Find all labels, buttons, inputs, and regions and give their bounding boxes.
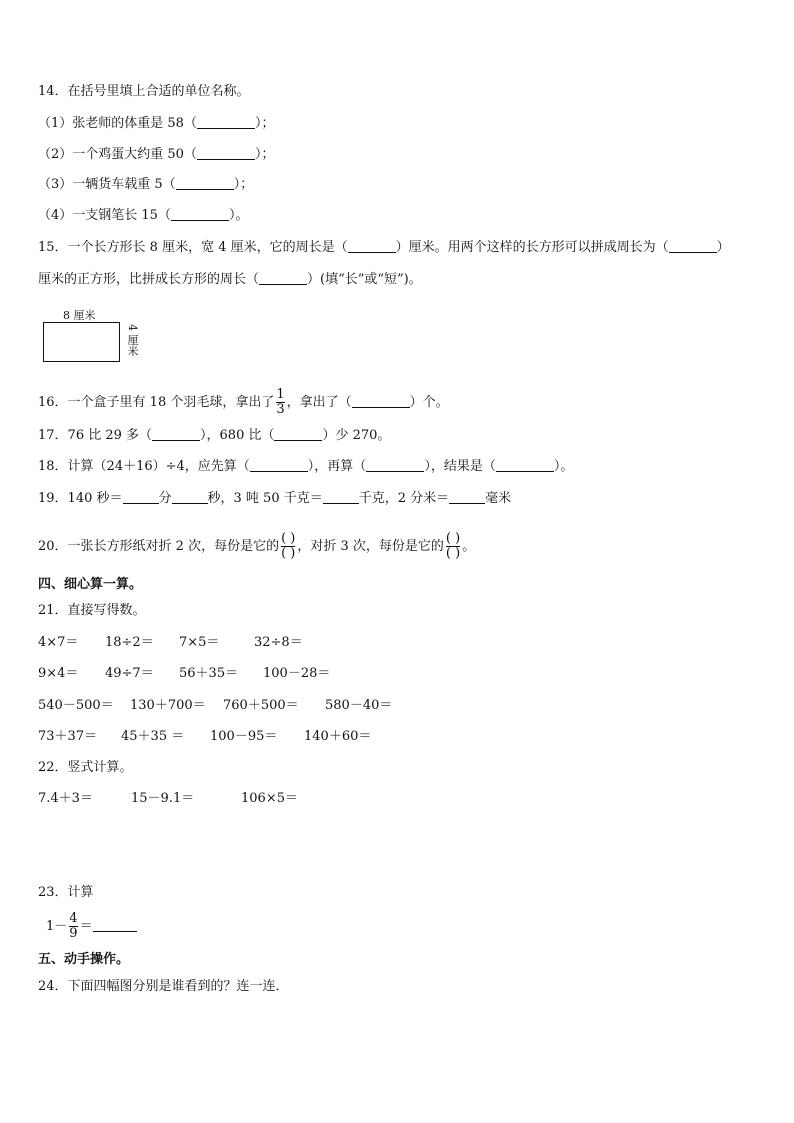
calc-item: 56＋35＝ [179, 666, 239, 681]
q21-stem: 21．直接写得数。 [38, 603, 146, 618]
section-heading: 五、动手操作。 [38, 952, 130, 967]
calc-item: 7.4＋3＝ [38, 791, 93, 806]
answer-blank[interactable] [171, 208, 229, 221]
q15-line-1: 15．一个长方形长 8 厘米，宽 4 厘米，它的周长是（ ）厘米。用两个这样的长方形可以拼成周长为（ ） [38, 240, 730, 255]
fraction: $\frac{4}{9}$ [69, 911, 78, 941]
calc-item: 130＋700＝ [130, 698, 206, 713]
fraction-blank[interactable]: $\frac{( )}{( )}$ [445, 531, 461, 561]
q15-line-2: 厘米的正方形，比拼成长方形的周长（ ）(填“长”或“短”)。 [38, 272, 422, 287]
calc-item: 7×5＝ [179, 635, 220, 650]
calc-item: 100－95＝ [210, 729, 278, 744]
answer-blank[interactable] [348, 240, 396, 253]
answer-blank[interactable] [176, 177, 234, 190]
calc-item: 32÷8＝ [254, 635, 303, 650]
q16: 16．一个盒子里有 18 个羽毛球，拿出了 $\frac{1}{3}$ ，拿出了（ ）个。 [38, 387, 449, 417]
calc-item: 100－28＝ [263, 666, 331, 681]
answer-blank[interactable] [323, 491, 359, 504]
rect-width-label: 4 厘米 [126, 324, 139, 357]
answer-blank[interactable] [669, 240, 717, 253]
answer-blank[interactable] [250, 459, 308, 472]
q14-item-1: （1）张老师的体重是 58（ ）； [38, 116, 275, 131]
calc-item: 106×5＝ [241, 791, 298, 806]
calc-item: 760＋500＝ [223, 698, 299, 713]
calc-item: 45＋35 ＝ [121, 729, 185, 744]
calc-item: 73＋37＝ [38, 729, 98, 744]
calc-item: 540－500＝ [38, 698, 114, 713]
calc-item: 4×7＝ [38, 635, 79, 650]
answer-blank[interactable] [152, 428, 200, 441]
answer-blank[interactable] [259, 272, 307, 285]
calc-item: 15－9.1＝ [131, 791, 195, 806]
answer-blank[interactable] [352, 395, 410, 408]
fraction: $\frac{1}{3}$ [276, 387, 285, 417]
answer-blank[interactable] [93, 919, 137, 932]
calc-item: 18÷2＝ [105, 635, 154, 650]
q24-stem: 24．下面四幅图分别是谁看到的？连一连． [38, 979, 289, 994]
q23-expression: 1－ $\frac{4}{9}$ ＝ [46, 912, 137, 941]
calc-item: 140＋60＝ [304, 729, 372, 744]
q22-stem: 22．竖式计算。 [38, 760, 133, 775]
answer-blank[interactable] [197, 147, 255, 160]
calc-item: 580－40＝ [325, 698, 393, 713]
answer-blank[interactable] [172, 491, 208, 504]
rectangle-figure [43, 322, 120, 362]
q14-item-4: （4）一支钢笔长 15（ ）。 [38, 208, 249, 223]
q14-stem: 14．在括号里填上合适的单位名称。 [38, 84, 250, 99]
answer-blank[interactable] [449, 491, 485, 504]
q20: 20．一张长方形纸对折 2 次，每份是它的 $\frac{( )}{( )}$ ，对折 3 次，每份是它的 $\frac{( )}{( )}$ 。 [38, 531, 476, 561]
rect-length-label: 8 厘米 [63, 309, 96, 322]
answer-blank[interactable] [496, 459, 554, 472]
fraction-blank[interactable]: $\frac{( )}{( )}$ [281, 531, 296, 561]
q14-item-2: （2）一个鸡蛋大约重 50（ ）； [38, 147, 275, 162]
answer-blank[interactable] [366, 459, 424, 472]
q23-stem: 23．计算 [38, 885, 94, 900]
answer-blank[interactable] [274, 428, 322, 441]
calc-item: 49÷7＝ [105, 666, 154, 681]
answer-blank[interactable] [123, 491, 159, 504]
q18: 18．计算（24＋16）÷4，应先算（ ），再算（ ），结果是（ ）。 [38, 459, 574, 474]
calc-item: 9×4＝ [38, 666, 79, 681]
section-heading: 四、细心算一算。 [38, 577, 143, 592]
q14-item-3: （3）一辆货车载重 5（ ）； [38, 177, 254, 192]
answer-blank[interactable] [197, 116, 255, 129]
q17: 17．76 比 29 多（ ），680 比（ ）少 270。 [38, 428, 391, 443]
q19: 19．140 秒＝ 分 秒，3 吨 50 千克＝ 千克，2 分米＝ 毫米 [38, 491, 512, 506]
